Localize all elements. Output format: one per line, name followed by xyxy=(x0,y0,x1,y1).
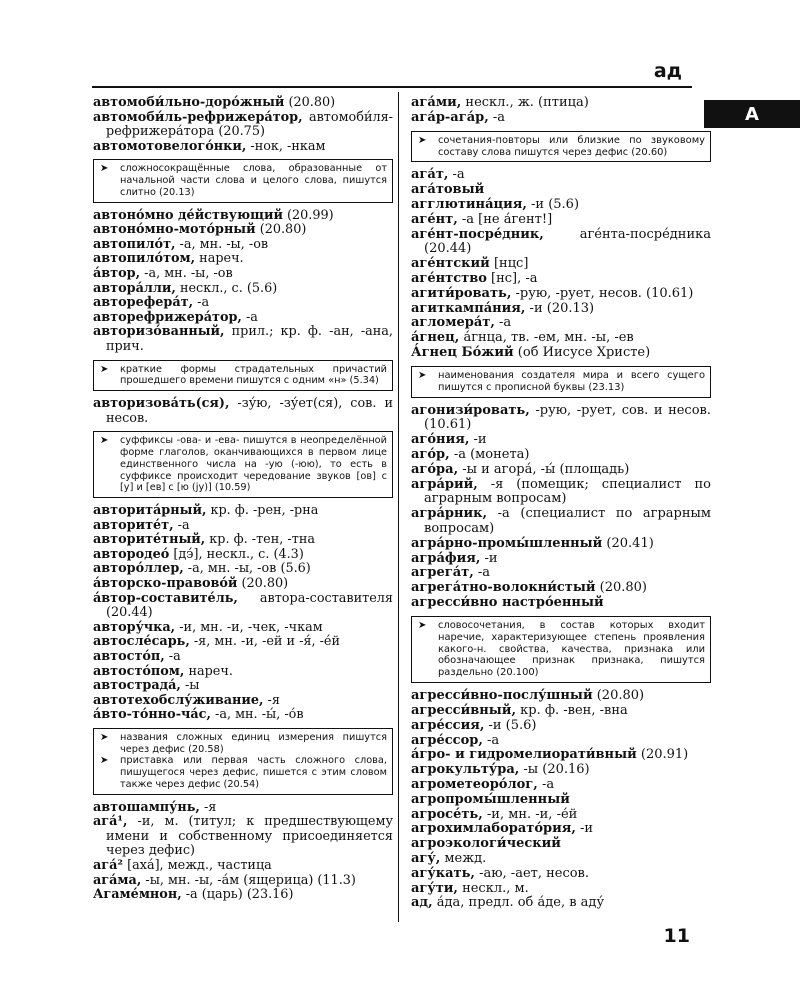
entry-grammar: -и, м. (титул; к предшествующему имени и собственному присоединяется через дефис) xyxy=(106,814,393,859)
entry-headword: агрокульту́ра, xyxy=(411,762,520,778)
entry-grammar: -а xyxy=(473,565,491,581)
entry-grammar: -а, мн. -ы, -ов xyxy=(140,266,233,281)
dictionary-entry xyxy=(93,592,393,621)
dictionary-entry xyxy=(93,267,393,282)
column-divider xyxy=(398,92,399,922)
entry-grammar: а́гнца, тв. -ем, мн. -ы, -ев xyxy=(459,330,634,346)
entry-headword: агра́фия, xyxy=(411,550,481,566)
entry-headword: автомоби́ль-рефрижера́тор, xyxy=(93,109,303,125)
entry-headword: агглютина́ция, xyxy=(411,197,527,212)
dictionary-entry xyxy=(93,621,393,636)
entry-grammar: -я xyxy=(199,799,217,815)
arrow-icon: ➤ xyxy=(100,755,109,767)
entry-headword: аге́нтство xyxy=(411,270,487,286)
dictionary-entry xyxy=(93,533,393,548)
rule-note-text: словосочетания, в состав которых входит наречие, характеризующее степень проявления какого-н. свойства, качества, признака или обозначающее признак признака, пишутся раздельно (20.100) xyxy=(438,619,705,679)
dictionary-entry xyxy=(411,302,711,317)
dictionary-entry xyxy=(93,548,393,563)
entry-headword: автоpeфepа́т, xyxy=(93,295,194,311)
dictionary-entry xyxy=(411,689,711,704)
entry-headword: автошампу́нь, xyxy=(93,799,200,815)
entry-grammar: -а, мн. -ы, -ов (5.6) xyxy=(183,561,311,577)
dictionary-entry xyxy=(411,213,711,228)
dictionary-entry xyxy=(93,665,393,680)
entry-headword: агиткампа́ния, xyxy=(411,300,526,316)
entry-grammar: межд. xyxy=(440,851,487,867)
rule-note-box xyxy=(93,431,393,498)
entry-grammar: (20.80) xyxy=(284,95,336,110)
entry-headword: агроэкологи́ческий xyxy=(411,836,561,852)
entry-headword: автоно́мно-мото́рный xyxy=(93,222,256,238)
rule-note xyxy=(100,732,387,756)
entry-headword: агре́ссия, xyxy=(411,717,485,733)
entry-grammar: а́да, предл. об а́де, в аду́ xyxy=(432,895,605,911)
dictionary-entry xyxy=(411,228,711,258)
entry-headword: автотехобслу́живание, xyxy=(93,692,264,708)
dictionary-entry xyxy=(411,719,711,734)
dictionary-entry xyxy=(93,140,393,155)
dictionary-entry xyxy=(411,198,711,213)
dictionary-entry xyxy=(93,209,393,224)
entry-grammar: -а (монета) xyxy=(449,446,530,462)
entry-grammar: -я, мн. -и, -ей и -я́, -е́й xyxy=(189,634,341,650)
entry-grammar: (20.91) xyxy=(636,747,689,763)
entry-grammar: -а xyxy=(241,309,258,325)
entry-headword: агломера́т, xyxy=(411,315,495,331)
entry-headword: агрохимлаборато́рия, xyxy=(411,821,576,837)
dictionary-entry xyxy=(93,111,393,140)
entry-headword: аге́нт-посре́дник, xyxy=(411,226,544,242)
entry-headword: а́гнец, xyxy=(411,330,460,346)
dictionary-entry xyxy=(93,562,393,577)
guide-word: ад xyxy=(653,60,682,82)
entry-headword: аго́ния, xyxy=(411,432,470,448)
dictionary-entry xyxy=(411,507,711,537)
dictionary-entry xyxy=(411,596,711,611)
dictionary-entry xyxy=(411,896,711,911)
entry-headword: агрега́т, xyxy=(411,565,474,581)
entry-grammar: нескл., с. (5.6) xyxy=(175,280,278,296)
entry-headword: ага́¹, xyxy=(93,814,128,830)
entry-headword: автоpо́ллер, xyxy=(93,561,184,577)
dictionary-entry xyxy=(411,822,711,837)
rule-note-text: приставка или первая часть сложного слова, пишущегося через дефис, пишется с этим словом также через дефис (20.54) xyxy=(120,755,387,790)
dictionary-entry xyxy=(411,808,711,823)
entry-headword: агу́, xyxy=(411,851,441,867)
entry-headword: авторефрижера́тор, xyxy=(93,309,242,325)
dictionary-entry xyxy=(93,708,393,723)
dictionary-entry xyxy=(93,694,393,709)
dictionary-entry xyxy=(411,882,711,897)
rule-note-text: наименования создателя мира и всего сущего пишутся с прописной буквы (23.13) xyxy=(438,369,705,393)
entry-headword: автосле́сарь, xyxy=(93,634,190,650)
entry-headword: аго́р, xyxy=(411,446,450,462)
entry-grammar: (20.99) xyxy=(282,207,334,223)
entry-grammar: -а (специалист по аграрным вопросам) xyxy=(424,506,711,536)
entry-grammar: автомоби́ля-рефрижера́тора (20.75) xyxy=(106,109,393,140)
rule-note xyxy=(418,620,705,680)
rule-note-text: названия сложных единиц измерения пишутся через дефис (20.58) xyxy=(120,731,387,755)
entry-grammar: (20.80) xyxy=(592,688,645,704)
entry-grammar: -а (царь) (23.16) xyxy=(181,887,294,903)
dictionary-entry xyxy=(93,96,393,111)
entry-headword: агрометеоро́лог, xyxy=(411,777,538,793)
dictionary-entry xyxy=(411,837,711,852)
entry-grammar: -а xyxy=(488,109,506,125)
right-column xyxy=(411,96,711,911)
rule-note-box xyxy=(411,366,711,398)
rule-note-box xyxy=(93,728,393,795)
dictionary-entry xyxy=(411,734,711,749)
entry-grammar: (20.80) xyxy=(255,222,307,238)
entry-headword: а́втор-составите́ль, xyxy=(93,590,238,606)
rule-note xyxy=(418,135,705,159)
dictionary-entry xyxy=(411,272,711,287)
entry-grammar: -а xyxy=(482,732,500,748)
dictionary-entry xyxy=(411,346,711,361)
dictionary-entry xyxy=(93,252,393,267)
dictionary-entry xyxy=(93,650,393,665)
dictionary-entry xyxy=(411,867,711,882)
dictionary-entry xyxy=(411,566,711,581)
entry-grammar: -а, мн. -ы́, -о́в xyxy=(210,707,304,723)
rule-note-text: сложносокращённые слова, образованные от начальной части слова и целого слова, пишутся слитно (20.13) xyxy=(120,163,387,198)
entry-grammar: (20.80) xyxy=(237,575,289,591)
entry-headword: автоно́мно де́йствующий xyxy=(93,207,283,223)
entry-headword: автострада́, xyxy=(93,678,181,694)
entry-grammar: -ы, мн. -ы, -а́м (ящерица) (11.3) xyxy=(141,872,356,888)
entry-grammar: -и xyxy=(575,821,594,837)
dictionary-entry xyxy=(93,679,393,694)
entry-grammar: -и xyxy=(480,550,498,566)
dictionary-entry xyxy=(93,238,393,253)
entry-headword: а́гро- и гидромелиорати́вный xyxy=(411,747,637,763)
entry-headword: аге́нт, xyxy=(411,211,458,227)
entry-grammar: нескл., ж. (птица) xyxy=(461,95,589,110)
entry-grammar: нареч. xyxy=(195,251,244,267)
rule-note-text: сочетания-повторы или близкие по звуковому составу слова пишутся через дефис (20.60) xyxy=(438,134,705,158)
entry-grammar: (20.80) xyxy=(595,580,648,596)
dictionary-entry xyxy=(93,874,393,889)
entry-grammar: [нцс] xyxy=(489,256,529,272)
rule-note xyxy=(100,364,387,388)
arrow-icon: ➤ xyxy=(100,731,109,743)
entry-grammar: кр. ф. -вен, -вна xyxy=(515,703,628,719)
dictionary-entry xyxy=(93,577,393,592)
rule-note-box xyxy=(411,131,711,163)
entry-grammar: -ы и агора́, -ы́ (площадь) xyxy=(458,461,630,477)
entry-grammar: нареч. xyxy=(184,663,233,679)
entry-grammar: -рую, -рует, сов. и несов. (10.61) xyxy=(424,402,711,433)
entry-grammar: -а xyxy=(164,648,181,664)
dictionary-entry xyxy=(411,463,711,478)
entry-grammar: -аю, -ает, несов. xyxy=(474,865,590,881)
entry-grammar: -и (5.6) xyxy=(526,197,580,212)
entry-headword: автосто́пом, xyxy=(93,663,185,679)
arrow-icon: ➤ xyxy=(100,163,109,175)
entry-grammar: автора-составителя (20.44) xyxy=(106,590,393,621)
rule-note xyxy=(100,163,387,198)
entry-grammar: -а xyxy=(448,167,465,183)
entry-headword: агра́рник, xyxy=(411,506,488,522)
entry-headword: агу́ти, xyxy=(411,880,458,896)
dictionary-entry xyxy=(411,316,711,331)
entry-headword: автору́чка, xyxy=(93,619,176,635)
entry-grammar: -нок, -нкам xyxy=(246,138,326,154)
entry-headword: А́гнец Бо́жий xyxy=(411,344,514,360)
rule-note-text: краткие формы страдательных причастий прошедшего времени пишутся с одним «н» (5.34) xyxy=(120,363,387,387)
entry-grammar: -и xyxy=(469,432,487,448)
entry-headword: Агаме́мнон, xyxy=(93,887,182,903)
dictionary-entry xyxy=(411,748,711,763)
dictionary-entry xyxy=(93,397,393,426)
dictionary-entry xyxy=(93,815,393,859)
entry-headword: агрега́тно-волокни́стый xyxy=(411,580,596,596)
dictionary-entry xyxy=(411,763,711,778)
dictionary-entry xyxy=(93,801,393,816)
entry-headword: агре́ссор, xyxy=(411,732,483,748)
page-number: 11 xyxy=(663,925,690,947)
dictionary-entry xyxy=(411,111,711,126)
dictionary-entry xyxy=(411,552,711,567)
entry-grammar: -а xyxy=(173,517,190,533)
dictionary-entry xyxy=(93,888,393,903)
entry-headword: автора́лли, xyxy=(93,280,176,296)
entry-grammar: -и, мн. -и, -е́й xyxy=(482,806,578,822)
entry-headword: агонизи́ровать, xyxy=(411,402,530,418)
entry-grammar: -а xyxy=(537,777,555,793)
dictionary-entry xyxy=(411,183,711,198)
entry-grammar: [ахá], межд., частица xyxy=(123,858,272,874)
entry-headword: ад, xyxy=(411,895,433,911)
arrow-icon: ➤ xyxy=(418,619,427,631)
entry-grammar: -а xyxy=(193,295,210,311)
entry-grammar: -зу́ю, -зу́ет(ся), сов. и несов. xyxy=(106,396,393,426)
dictionary-entry xyxy=(93,325,393,354)
entry-headword: авторите́т, xyxy=(93,517,174,533)
dictionary-entry xyxy=(93,519,393,534)
entry-headword: ага́р-ага́р, xyxy=(411,109,489,125)
entry-grammar: -я xyxy=(263,692,280,708)
dictionary-entry xyxy=(411,704,711,719)
entry-headword: агресси́вный, xyxy=(411,703,516,719)
entry-headword: ага́товый xyxy=(411,182,485,198)
entry-headword: автородео́ xyxy=(93,546,170,562)
arrow-icon: ➤ xyxy=(100,363,109,375)
entry-headword: автосто́п, xyxy=(93,648,165,664)
entry-headword: аго́ра, xyxy=(411,461,459,477)
entry-grammar: -а, мн. -ы, -ов xyxy=(175,236,269,252)
entry-headword: агресси́вно-послу́шный xyxy=(411,688,593,704)
entry-grammar: -и (20.13) xyxy=(525,300,595,316)
entry-grammar: прил.; кр. ф. -ан, -ана, прич. xyxy=(106,324,393,354)
entry-grammar: кр. ф. -тен, -тна xyxy=(205,532,315,548)
entry-grammar: -ы xyxy=(180,678,200,694)
entry-grammar: -а [не а́гент!] xyxy=(457,211,553,227)
rule-note-box xyxy=(411,616,711,684)
entry-grammar: -а xyxy=(494,315,512,331)
arrow-icon: ➤ xyxy=(418,369,427,381)
dictionary-entry xyxy=(93,223,393,238)
entry-headword: агропромы́шленный xyxy=(411,791,570,807)
dictionary-entry xyxy=(411,581,711,596)
entry-headword: ага́² xyxy=(93,858,124,874)
rule-note-box xyxy=(93,159,393,202)
dictionary-entry xyxy=(411,287,711,302)
rule-note-text: суффиксы -ова- и -ева- пишутся в неопределённой форме глаголов, оканчивающихся в первом лице единственного числа на -ую (-юю), то есть в суффиксе происходит чередование звуков [ов] с [у] и [ев] с [ю (jу)] (10.59) xyxy=(120,435,387,494)
entry-headword: автопило́том, xyxy=(93,251,196,267)
dictionary-entry xyxy=(411,852,711,867)
dictionary-entry xyxy=(93,282,393,297)
letter-tab: А xyxy=(704,100,800,128)
header-rule xyxy=(92,86,692,88)
rule-note xyxy=(418,370,705,394)
entry-headword: а́втор, xyxy=(93,266,141,281)
dictionary-entry xyxy=(93,635,393,650)
entry-headword: аге́нтский xyxy=(411,256,490,272)
dictionary-entry xyxy=(411,257,711,272)
entry-grammar: [дэ́], нескл., с. (4.3) xyxy=(169,546,304,562)
left-column xyxy=(93,96,393,903)
entry-grammar: -я (помещик; специалист по аграрным вопросам) xyxy=(424,476,711,507)
rule-note xyxy=(100,755,387,790)
entry-headword: а́вторско-правово́й xyxy=(93,575,238,591)
dictionary-entry xyxy=(93,504,393,519)
dictionary-entry xyxy=(411,404,711,434)
dictionary-entry xyxy=(411,478,711,508)
entry-headword: автомотовелого́нки, xyxy=(93,138,247,154)
dictionary-entry xyxy=(411,778,711,793)
entry-grammar: -и, мн. -и, -чек, -чкам xyxy=(175,619,323,635)
entry-headword: агра́рно-промы́шленный xyxy=(411,535,603,551)
dictionary-entry xyxy=(93,311,393,326)
arrow-icon: ➤ xyxy=(100,435,109,447)
entry-headword: авторита́рный, xyxy=(93,503,207,518)
entry-headword: агресси́вно настро́енный xyxy=(411,594,604,610)
entry-grammar: аге́нта-посре́дника (20.44) xyxy=(424,226,711,257)
entry-headword: авторизо́ванный, xyxy=(93,324,225,340)
entry-headword: авторизова́ть(ся), xyxy=(93,396,230,412)
entry-headword: агра́рий, xyxy=(411,476,478,492)
entry-grammar: нескл., м. xyxy=(457,880,529,896)
dictionary-entry xyxy=(93,296,393,311)
entry-headword: автопило́т, xyxy=(93,236,176,252)
entry-headword: а́вто-то́нно-ча́с, xyxy=(93,707,211,723)
entry-grammar: -рую, -рует, несов. (10.61) xyxy=(511,285,694,301)
entry-headword: ага́ми, xyxy=(411,95,462,110)
dictionary-entry xyxy=(411,448,711,463)
entry-grammar: -и (5.6) xyxy=(484,717,537,733)
rule-note xyxy=(100,435,387,494)
dictionary-entry xyxy=(411,793,711,808)
dictionary-entry xyxy=(411,96,711,111)
entry-headword: агросе́ть, xyxy=(411,806,483,822)
dictionary-entry xyxy=(411,331,711,346)
entry-grammar: -ы (20.16) xyxy=(519,762,590,778)
entry-headword: агу́кать, xyxy=(411,865,475,881)
arrow-icon: ➤ xyxy=(418,134,427,146)
entry-grammar: кр. ф. -рен, -рна xyxy=(206,503,319,518)
rule-note-box xyxy=(93,360,393,392)
dictionary-entry xyxy=(411,537,711,552)
entry-headword: ага́т, xyxy=(411,167,449,183)
entry-headword: авторите́тный, xyxy=(93,532,206,548)
dictionary-entry xyxy=(93,859,393,874)
entry-headword: ага́ма, xyxy=(93,872,142,888)
dictionary-entry xyxy=(411,433,711,448)
entry-grammar: (об Иисусе Христе) xyxy=(513,344,651,360)
entry-headword: автомоби́льно-доро́жный xyxy=(93,95,285,110)
dictionary-entry xyxy=(411,168,711,183)
entry-grammar: [нс], -а xyxy=(486,270,538,286)
entry-grammar: (20.41) xyxy=(602,535,654,551)
entry-headword: агити́ровать, xyxy=(411,285,512,301)
